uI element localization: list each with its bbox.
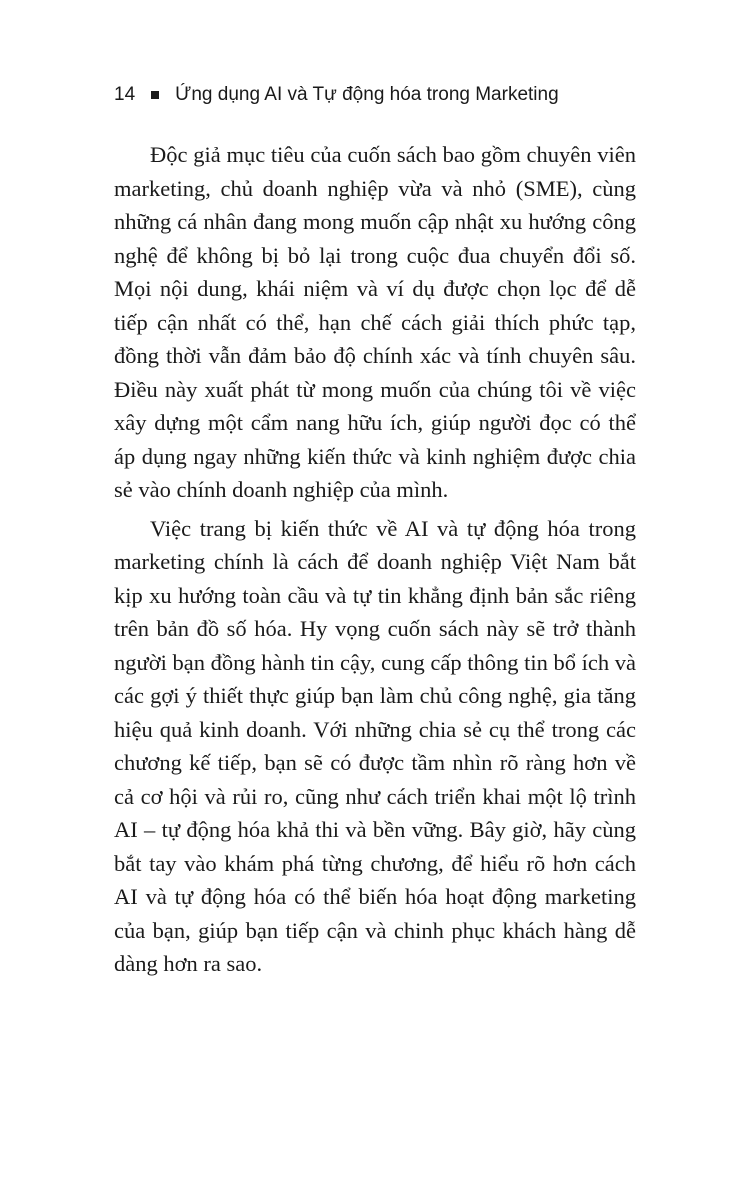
running-title: Ứng dụng AI và Tự động hóa trong Marketing bbox=[175, 84, 559, 105]
square-bullet-icon bbox=[151, 91, 159, 99]
running-header bbox=[114, 80, 674, 110]
paragraph-1: Độc giả mục tiêu của cuốn sách bao gồm chuyên viên marketing, chủ doanh nghiệp vừa và nhỏ (SME), cùng những cá nhân đang mong muốn cập nhật xu hướng công nghệ để không bị bỏ lại trong cuộc đua chuyển đổi số. Mọi nội dung, khái niệm và ví dụ được chọn lọc để dễ tiếp cận nhất có thể, hạn chế cách giải thích phức tạp, đồng thời vẫn đảm bảo độ chính xác và tính chuyên sâu. Điều này xuất phát từ mong muốn của chúng tôi về việc xây dựng một cẩm nang hữu ích, giúp người đọc có thể áp dụng ngay những kiến thức và kinh nghiệm được chia sẻ vào chính doanh nghiệp của mình. bbox=[114, 142, 636, 502]
page-number: 14 bbox=[114, 84, 136, 105]
paragraph-2: Việc trang bị kiến thức về AI và tự động hóa trong marketing chính là cách để doanh nghiệp Việt Nam bắt kịp xu hướng toàn cầu và tự tin khẳng định bản sắc riêng trên bản đồ số hóa. Hy vọng cuốn sách này sẽ trở thành người bạn đồng hành tin cậy, cung cấp thông tin bổ ích và các gợi ý thiết thực giúp bạn làm chủ công nghệ, gia tăng hiệu quả kinh doanh. Với những chia sẻ cụ thể trong các chương kế tiếp, bạn sẽ có được tầm nhìn rõ ràng hơn về cả cơ hội và rủi ro, cũng như cách triển khai một lộ trình AI – tự động hóa khả thi và bền vững. Bây giờ, hãy cùng bắt tay vào khám phá từng chương, để hiểu rõ hơn cách AI và tự động hóa có thể biến hóa hoạt động marketing của bạn, giúp bạn tiếp cận và chinh phục khách hàng dễ dàng hơn ra sao. bbox=[114, 515, 636, 976]
body-text bbox=[114, 138, 636, 981]
